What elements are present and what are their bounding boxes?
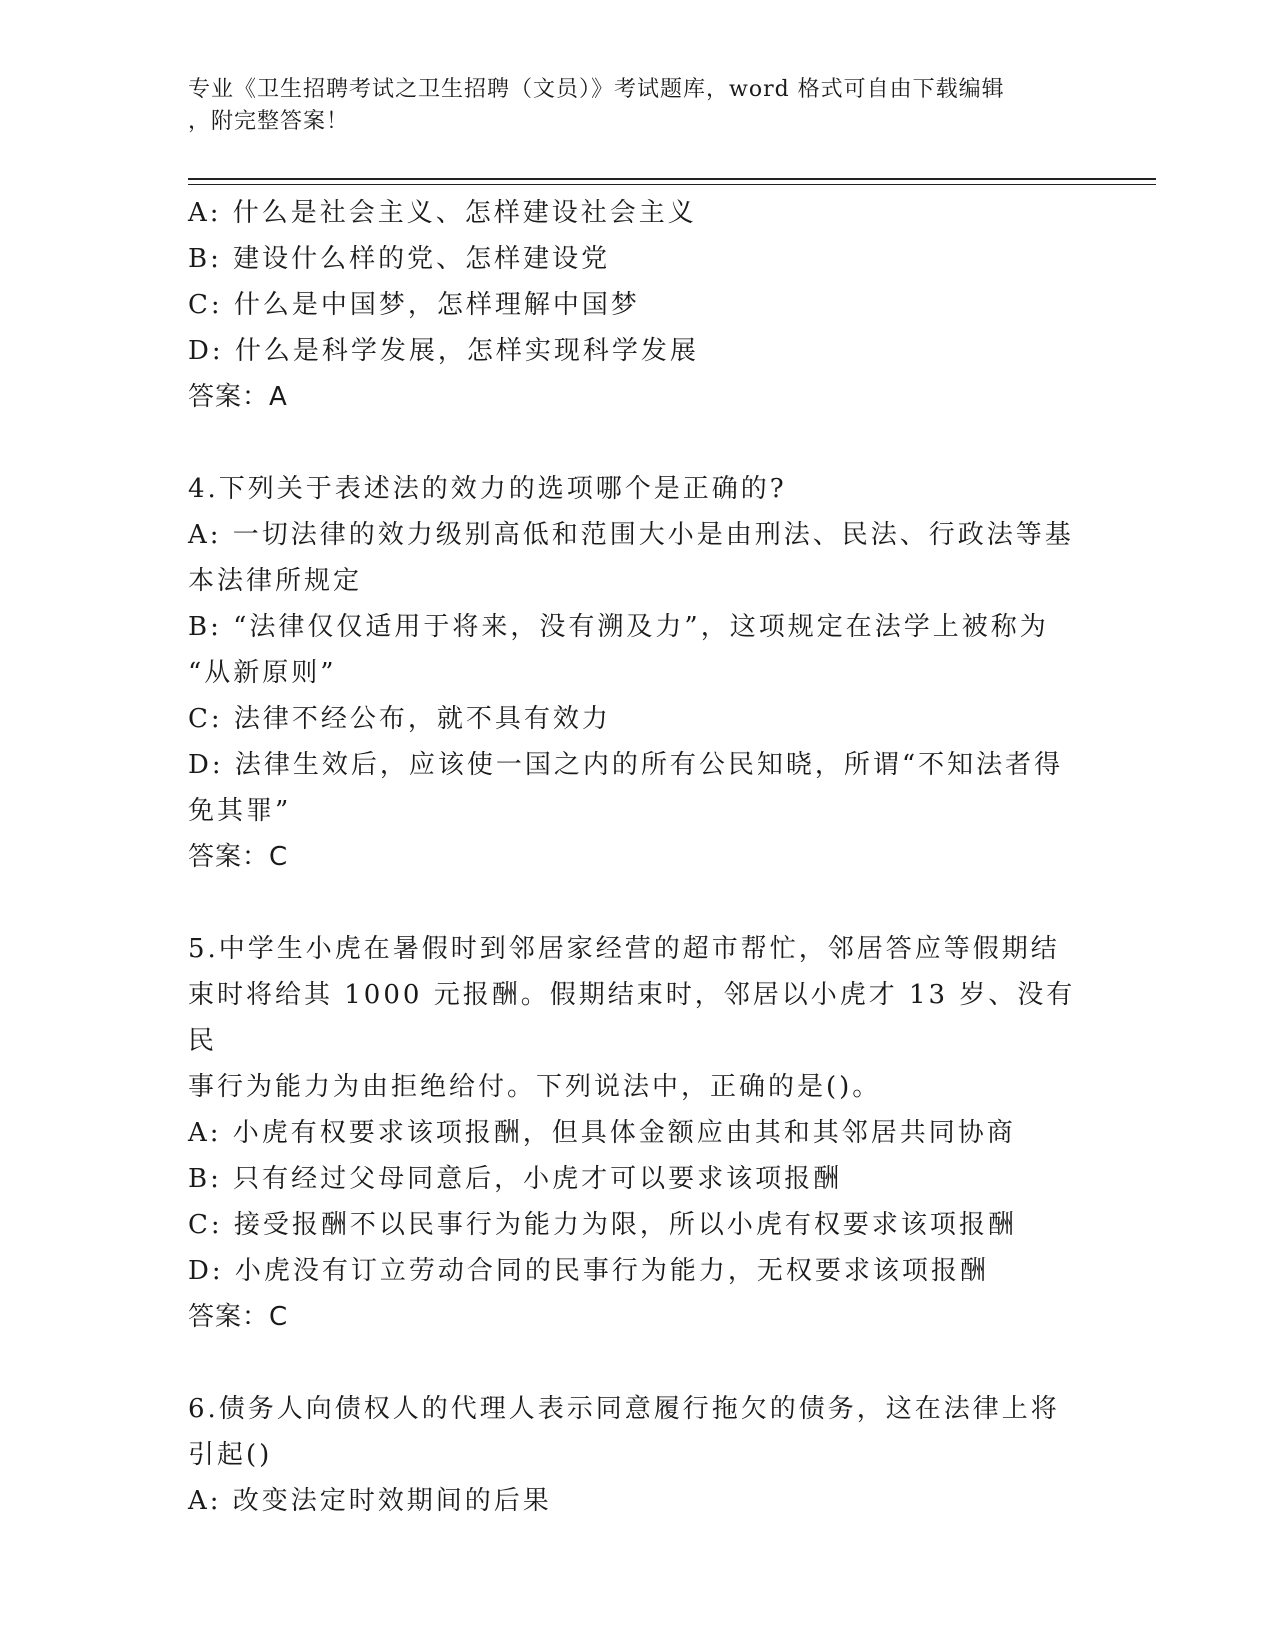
header-line-1: 专业《卫生招聘考试之卫生招聘（文员）》考试题库，word 格式可自由下载编辑 bbox=[188, 77, 1005, 102]
option-b-line-2: “从新原则” bbox=[188, 658, 337, 688]
question-stem-line-2: 束时将给其 1000 元报酬。假期结束时，邻居以小虎才 13 岁、没有民 bbox=[188, 980, 1076, 1056]
answer: 答案：C bbox=[188, 842, 289, 872]
question-5 bbox=[188, 926, 1088, 1340]
question-4 bbox=[188, 466, 1088, 880]
option-c: C: 什么是中国梦，怎样理解中国梦 bbox=[188, 290, 640, 320]
option-d: D: 什么是科学发展，怎样实现科学发展 bbox=[188, 336, 699, 366]
question-stem-line-1: 6.债务人向债权人的代理人表示同意履行拖欠的债务，这在法律上将 bbox=[188, 1394, 1060, 1424]
question-6 bbox=[188, 1386, 1088, 1524]
option-b: B: 只有经过父母同意后，小虎才可以要求该项报酬 bbox=[188, 1164, 843, 1194]
option-a: A: 什么是社会主义、怎样建设社会主义 bbox=[188, 198, 697, 228]
question-stem-line-1: 5.中学生小虎在暑假时到邻居家经营的超市帮忙，邻居答应等假期结 bbox=[188, 934, 1060, 964]
option-a-line-1: A: 一切法律的效力级别高低和范围大小是由刑法、民法、行政法等基 bbox=[188, 520, 1074, 550]
question-3 bbox=[188, 190, 1088, 420]
question-stem-line-3: 事行为能力为由拒绝给付。下列说法中，正确的是()。 bbox=[188, 1072, 882, 1102]
option-b: B: 建设什么样的党、怎样建设党 bbox=[188, 244, 611, 274]
header-divider-thin bbox=[188, 184, 1156, 185]
question-stem: 4.下列关于表述法的效力的选项哪个是正确的? bbox=[188, 474, 787, 504]
answer: 答案：C bbox=[188, 1302, 289, 1332]
spacer bbox=[188, 1340, 1088, 1386]
spacer bbox=[188, 880, 1088, 926]
option-b-line-1: B: “法律仅仅适用于将来，没有溯及力”，这项规定在法学上被称为 bbox=[188, 612, 1049, 642]
document-body bbox=[188, 190, 1088, 1524]
header-line-2: ，附完整答案！ bbox=[188, 109, 350, 134]
option-d-line-1: D: 法律生效后，应该使一国之内的所有公民知晓，所谓“不知法者得 bbox=[188, 750, 1064, 780]
option-c: C: 法律不经公布，就不具有效力 bbox=[188, 704, 611, 734]
header-divider-thick bbox=[188, 178, 1156, 180]
option-a: A: 改变法定时效期间的后果 bbox=[188, 1486, 552, 1516]
option-a-line-2: 本法律所规定 bbox=[188, 566, 363, 596]
answer: 答案：A bbox=[188, 382, 288, 412]
option-a: A: 小虎有权要求该项报酬，但具体金额应由其和其邻居共同协商 bbox=[188, 1118, 1016, 1148]
document-header bbox=[188, 74, 1088, 138]
option-d: D: 小虎没有订立劳动合同的民事行为能力，无权要求该项报酬 bbox=[188, 1256, 989, 1286]
option-d-line-2: 免其罪” bbox=[188, 796, 292, 826]
option-c: C: 接受报酬不以民事行为能力为限，所以小虎有权要求该项报酬 bbox=[188, 1210, 1017, 1240]
spacer bbox=[188, 420, 1088, 466]
question-stem-line-2: 引起() bbox=[188, 1440, 273, 1470]
